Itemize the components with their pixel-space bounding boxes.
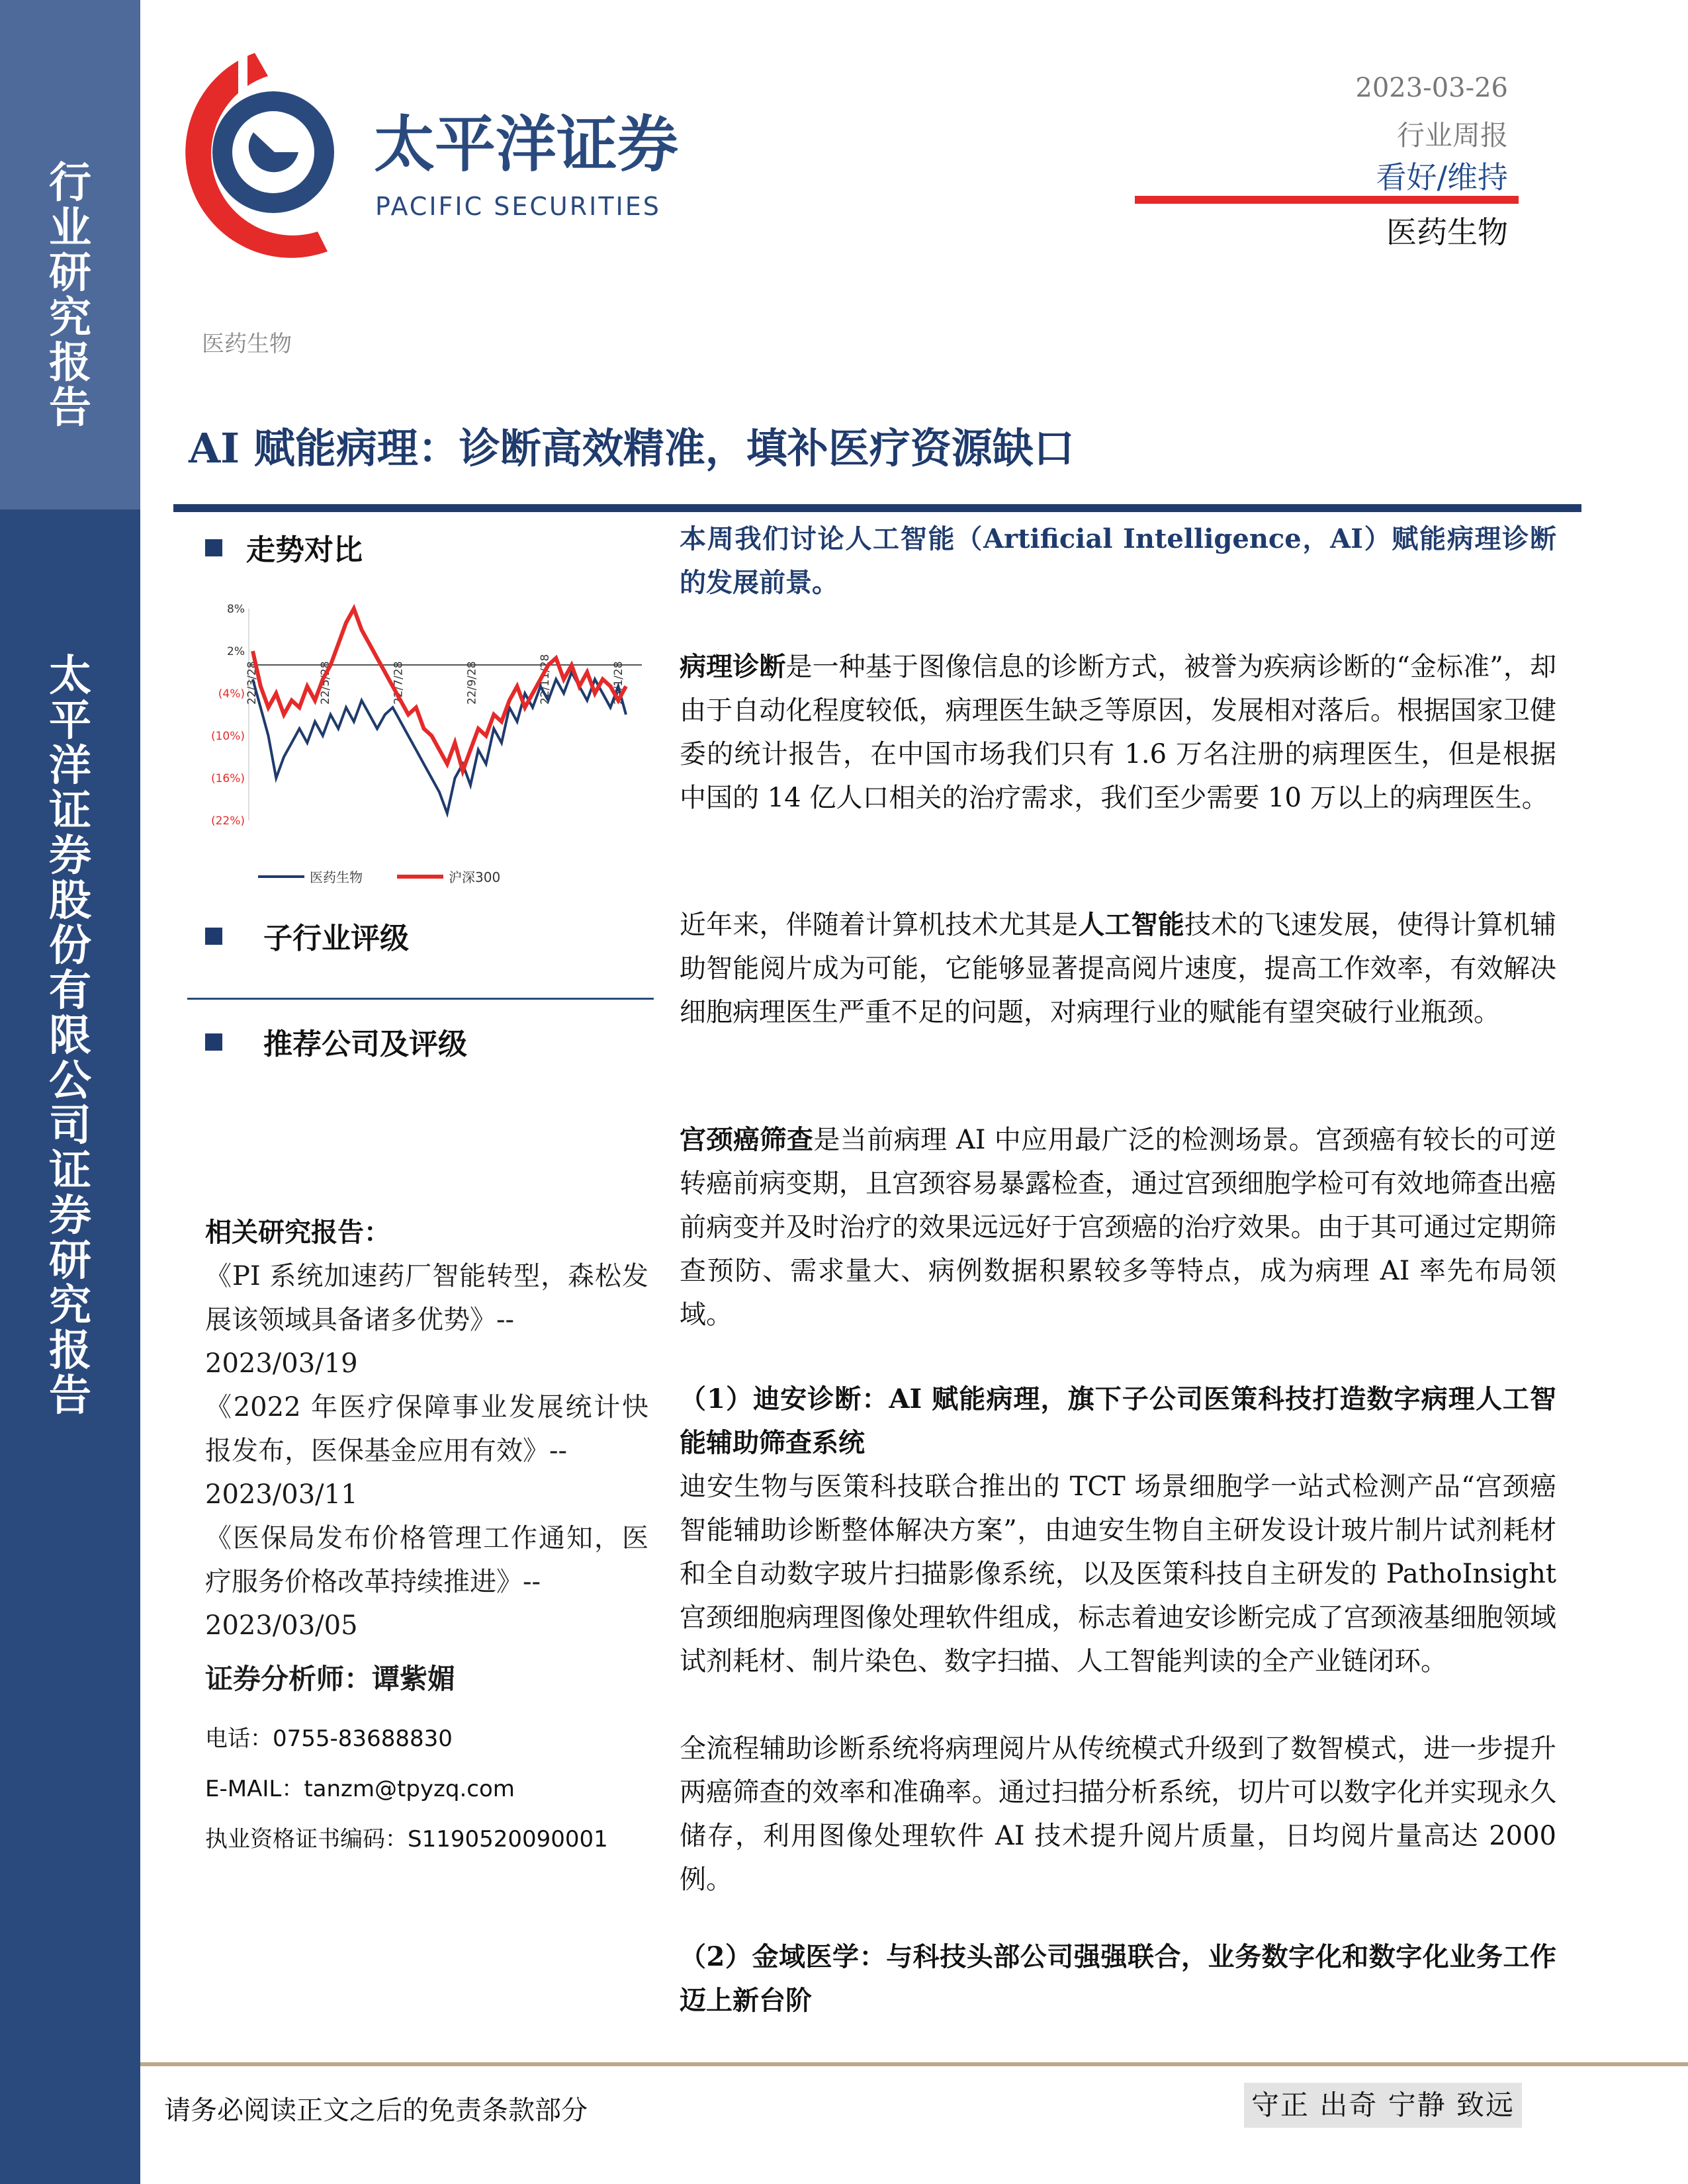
sub-industry-heading: 子行业评级 (263, 922, 409, 955)
logo-en-text: PACIFIC SECURITIES (375, 192, 661, 221)
section-divider (187, 998, 654, 1000)
trend-chart (192, 589, 655, 893)
x-tick-label: 22/3/28 (245, 661, 259, 705)
x-tick-label: 22/5/28 (318, 661, 332, 705)
sidebar-bottom-label: 太 平 洋 证 券 股 份 有 限 公 司 证 券 研 究 报 告 (49, 652, 91, 1420)
paragraph-2-text-a: 近年来，伴随着计算机技术尤其是 (680, 910, 1079, 940)
paragraph-2-text-b: 技术的飞速发展，使得计算机辅助智能阅片成为可能，它能够显著提高阅片速度，提高工作效率，有效解决细胞病理医生严重不足的问题，对病理行业的赋能有望突破行业瓶颈。 (680, 910, 1556, 1027)
sector-label: 医药生物 (1386, 214, 1508, 250)
subheading-2: （2）金域医学：与科技头部公司强强联合，业务数字化和数字化业务工作迈上新台阶 (680, 1941, 1556, 2016)
section-marker (205, 539, 222, 556)
related-report-title: 《2022 年医疗保障事业发展统计快报发布，医保基金应用有效》-- (205, 1392, 648, 1466)
paragraph-2-keyword: 人工智能 (1078, 909, 1184, 940)
related-report-date: 2023/03/05 (205, 1610, 358, 1641)
x-tick-label: 22/9/28 (465, 661, 479, 705)
y-tick-label: (22%) (210, 814, 245, 828)
y-tick-label: 8% (227, 603, 245, 616)
related-report-date: 2023/03/19 (205, 1348, 358, 1379)
footer-rule (140, 2062, 1688, 2066)
rating-label: 看好/维持 (1376, 159, 1508, 195)
paragraph-1 (680, 645, 1556, 820)
page-title: AI 赋能病理：诊断高效精准，填补医疗资源缺口 (189, 424, 1075, 472)
related-report-3[interactable] (205, 1516, 648, 1647)
footer-motto: 守正 出奇 宁静 致远 (1244, 2083, 1522, 2128)
recommend-heading: 推荐公司及评级 (263, 1027, 467, 1061)
sector-small-label: 医药生物 (202, 331, 292, 357)
analyst-name: 证券分析师：谭紫媚 (205, 1663, 456, 1695)
paragraph-4: 迪安生物与医策科技联合推出的 TCT 场景细胞学一站式检测产品“宫颈癌智能辅助诊断整体解决方案”，由迪安生物自主研发设计玻片制片试剂耗材和全自动数字玻片扫描影像系统，以及医策科技自主研发的 PathoInsight 宫颈细胞病理图像处理软件组成，标志着迪安诊断完成了宫颈液基细胞领域试剂耗材、制片染色、数字扫描、人工智能判读的全产业链闭环。 (680, 1471, 1556, 1677)
paragraph-5: 全流程辅助诊断系统将病理阅片从传统模式升级到了数智模式，进一步提升两癌筛查的效率和准确率。通过扫描分析系统，切片可以数字化并实现永久储存，利用图像处理软件 AI 技术提升阅片质量，日均阅片量高达 2000 例。 (680, 1733, 1556, 1895)
related-reports-title: 相关研究报告： (205, 1217, 390, 1248)
paragraph-1-text: 是一种基于图像信息的诊断方式，被誉为疾病诊断的“金标准”，却由于自动化程度较低，病理医生缺乏等原因，发展相对落后。根据国家卫健委的统计报告，在中国市场我们只有 1.6 万名注册的病理医生，但是根据中国的 14 亿人口相关的治疗需求，我们至少需要 10 万以上的病理医生。 (680, 652, 1556, 813)
related-report-2[interactable] (205, 1385, 648, 1516)
legend-label-0: 医药生物 (310, 869, 363, 885)
header-red-rule (1135, 196, 1519, 204)
paragraph-1-keyword: 病理诊断 (680, 651, 786, 682)
related-report-title: 《医保局发布价格管理工作通知，医疗服务价格改革持续推进》-- (205, 1523, 648, 1597)
x-tick-label: 23/1/28 (612, 661, 625, 705)
y-tick-label: (16%) (210, 772, 245, 785)
related-report-1[interactable] (205, 1254, 648, 1385)
analyst-email[interactable]: E-MAIL：tanzm@tpyzq.com (205, 1776, 515, 1802)
subheading-1: （1）迪安诊断：AI 赋能病理，旗下子公司医策科技打造数字病理人工智能辅助筛查系统 (680, 1383, 1556, 1458)
report-type: 行业周报 (1396, 119, 1508, 152)
section-marker (205, 928, 222, 945)
x-tick-label: 22/11/28 (539, 654, 553, 705)
series-line-医药生物 (253, 672, 626, 813)
y-ticks (211, 603, 245, 828)
sidebar-top-label: 行 业 研 究 报 告 (49, 159, 91, 433)
paragraph-2 (680, 903, 1556, 1034)
x-tick-label: 22/7/28 (392, 661, 406, 705)
section-marker (205, 1033, 222, 1051)
y-tick-label: (10%) (210, 730, 245, 743)
analyst-license: 执业资格证书编码：S1190520090001 (205, 1826, 608, 1853)
analyst-phone: 电话：0755-83688830 (205, 1725, 453, 1752)
paragraph-3-text: 是当前病理 AI 中应用最广泛的检测场景。宫颈癌有较长的可逆转癌前病变期，且宫颈容易暴露检查，通过宫颈细胞学检可有效地筛查出癌前病变并及时治疗的效果远远好于宫颈癌的治疗效果。由于其可通过定期筛查预防、需求量大、病例数据积累较多等特点，成为病理 AI 率先布局领域。 (680, 1125, 1556, 1330)
company-logo (175, 33, 718, 278)
y-tick-label: (4%) (218, 687, 245, 701)
footer-disclaimer: 请务必阅读正文之后的免责条款部分 (164, 2095, 588, 2126)
legend-label-1: 沪深300 (449, 869, 501, 885)
title-rule (173, 504, 1581, 512)
related-report-date: 2023/03/11 (205, 1479, 358, 1510)
trend-heading: 走势对比 (246, 533, 363, 567)
y-tick-label: 2% (227, 645, 245, 658)
series-line-沪深300 (253, 609, 626, 771)
report-date: 2023-03-26 (1355, 73, 1508, 103)
paragraph-3-keyword: 宫颈癌筛查 (680, 1124, 814, 1155)
lead-paragraph: 本周我们讨论人工智能（Artificial Intelligence，AI）赋能病理诊断的发展前景。 (680, 523, 1556, 598)
logo-cn-text: 太平洋证券 (374, 109, 679, 180)
paragraph-3 (680, 1118, 1556, 1336)
related-report-title: 《PI 系统加速药厂智能转型，森松发展该领域具备诸多优势》-- (205, 1261, 648, 1335)
